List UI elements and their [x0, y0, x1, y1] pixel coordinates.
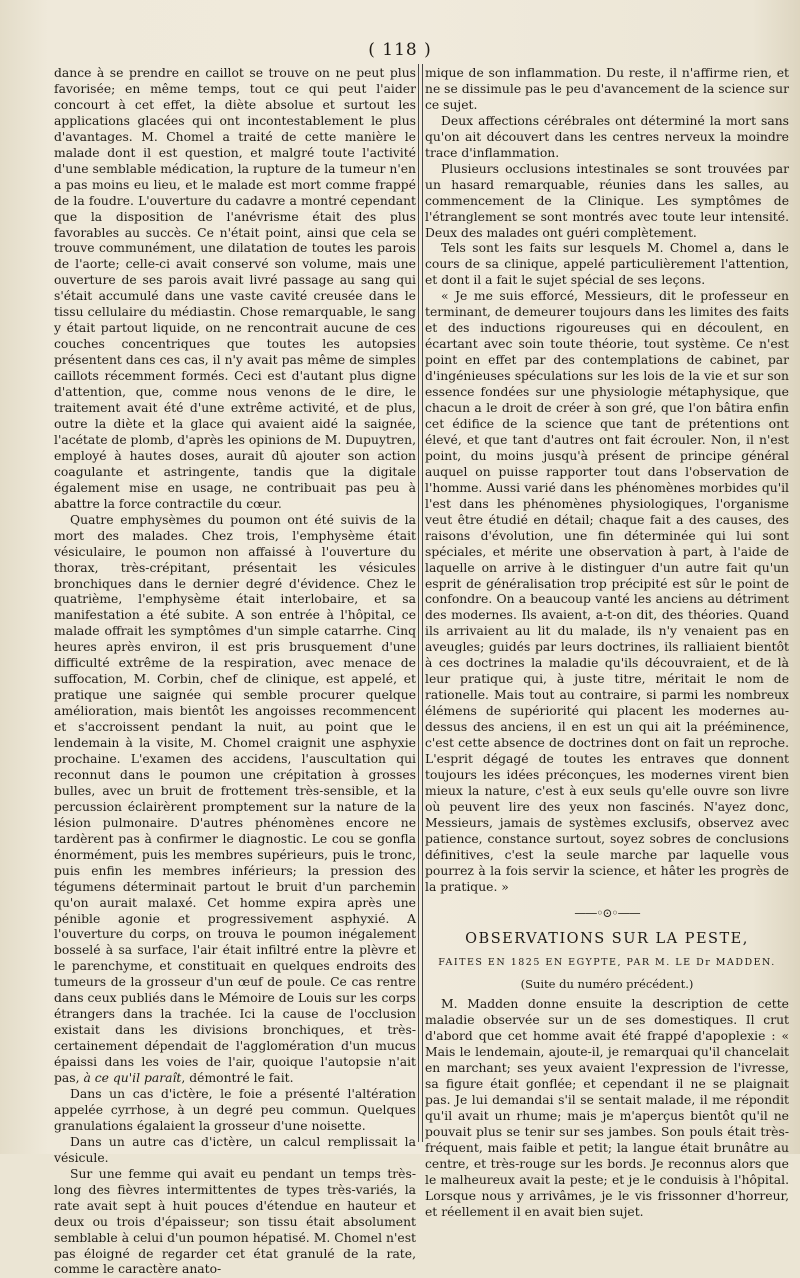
paragraph: Dans un autre cas d'ictère, un calcul remplissait la vésicule. [54, 1134, 416, 1165]
paragraph: M. Madden donne ensuite la description de cette maladie observée sur un de ses domestiques. Il crut d'abord que cet homme avait été frappé d'apoplexie : « Mais le lendemain, ajoute-il, je remarquai qu'il chancelait en marchant; ses yeux avaient l'expression de l'ivresse, sa figure était gonflée; et cependant il ne se plaignait pas. Je lui demandai s'il se sentait malade, il me répondit qu'il avait un rhume; mais je m'aperçus bientôt qu'il ne pouvait plus se tenir sur ses jambes. Son pouls était très-fréquent, mais faible et petit; la langue était brunâtre au centre, et très-rouge sur les bords. Je reconnus alors que le malheureux avait la peste; et je le conduisis à l'hôpital. Lorsque nous y arrivâmes, je le vis frissonner d'horreur, et réellement il en avait bien sujet. [425, 997, 789, 1219]
paragraph: dance à se prendre en caillot se trouve on ne peut plus favorisée; en même temps, tout ce qui peut l'aider concourt à cet effet, la diète absolue et surtout les applications glacées qui ont incontestablement le plus d'avantages. M. Chomel a traité de cette manière le malade dont il est question, et malgré toute l'activité d'une semblable médication, la rupture de la tumeur n'en a pas moins eu lieu, et le malade est mort comme frappé de la foudre. L'ouverture du cadavre a montré cependant que la disposition de l'anévrisme était des plus favorables au succès. Ce n'était point, ainsi que cela se trouve communément, une dilatation de toutes les parois de l'aorte; celle-ci avait conservé son volume, mais une ouverture de ses parois avait livré passage au sang qui s'était accumulé dans une vaste cavité creusée dans le tissu cellulaire du médiastin. Chose remarquable, le sang y était partout liquide, on ne rencontrait aucune de ces couches concentriques que toutes les autopsies présentent dans ces cas, il n'y avait pas même de simples caillots récemment formés. Ceci est d'autant plus digne d'attention, que, comme nous venons de le dire, le traitement avait été d'une extrême activité, et de plus, outre la diète et la glace qui avaient aidé la saignée, l'acétate de plomb, d'après les opinions de M. Dupuytren, employé à hautes doses, aurait dû ajouter son action coagulante et astringente, tandis que la digitale également mise en usage, ne contribuait pas peu à abattre la force contractile du cœur. [54, 66, 416, 511]
paragraph: « Je me suis efforcé, Messieurs, dit le professeur en terminant, de demeurer toujours dans les limites des faits et des inductions rigoureuses qui en découlent, en écartant avec soin toute théorie, tout système. Ce n'est point en effet par des contemplations de cabinet, par d'ingénieuses spéculations sur les lois de la vie et sur son essence fondées sur une physiologie métaphysique, que chacun a le droit de créer à son gré, que l'on bâtira enfin cet édifice de la science que tant de prétentions ont élevé, et que tant d'autres ont fait écrouler. Non, il n'est point, du moins jusqu'à présent de principe général auquel on puisse rapporter tout dans l'observation de l'homme. Aussi varié dans les phénomènes morbides qu'il l'est dans les phénomènes physiologiques, l'organisme veut être étudié en détail; chaque fait a des causes, des raisons d'évolution, une fin déterminée qui lui sont spéciales, et mérite une observation à part, à l'aide de laquelle on arrive à le distinguer d'un autre fait qu'un esprit de généralisation trop précipité est sûr le point de confondre. On a beaucoup vanté les anciens au détriment des modernes. Ils avaient, a-t-on dit, des théories. Quand ils arrivaient au lit du malade, ils n'y venaient pas en aveugles; guidés par leurs doctrines, ils ralliaient bientôt à ces doctrines la maladie qu'ils découvraient, et de là leur pratique qui, à juste titre, méritait le nom de rationelle. Mais tout au contraire, si parmi les nombreux élémens de supériorité qui placent les modernes au-dessus des anciens, il en est un qui ait la prééminence, c'est cette absence de doctrines dont on fait un reproche. L'esprit dégagé de toutes les entraves que donnent toujours les idées préconçues, les modernes virent bien mieux la nature, c'est à eux seuls qu'elle ouvre son livre où peuvent lire des yeux non fascinés. N'ayez donc, Messieurs, jamais de systèmes exclusifs, observez avec patience, constance surtout, soyez sobres de conclusions définitives, c'est la seule marche par laquelle vous pourrez à la fois servir la science, et hâter les progrès de la pratique. » [425, 289, 789, 894]
paragraph: Dans un cas d'ictère, le foie a présenté l'altération appelée cyrrhose, à un degré peu commun. Quelques granulations égalaient la grosseur d'une noisette. [54, 1087, 416, 1133]
paragraph: Sur une femme qui avait eu pendant un temps très-long des fièvres intermittentes de types très-variés, la rate avait sept à huit pouces d'étendue en hauteur et deux ou trois d'épaisseur; son tissu était absolument semblable à celui d'un poumon hépatisé. M. Chomel n'est pas éloigné de regarder cet état granulé de la rate, comme le caractère anato- [54, 1166, 416, 1277]
page-number: ( 118 ) [368, 40, 432, 60]
paragraph: Deux affections cérébrales ont déterminé la mort sans qu'on ait découvert dans les centres nerveux la moindre trace d'inflammation. [425, 113, 789, 160]
section-subtitle: FAITES EN 1825 EN EGYPTE, PAR M. LE Dr MADDEN. [438, 957, 776, 969]
section-title: OBSERVATIONS SUR LA PESTE, [465, 930, 749, 947]
paragraph: Tels sont les faits sur lesquels M. Chomel a, dans le cours de sa clinique, appelé particulièrement l'attention, et dont il a fait le sujet spécial de ses leçons. [425, 241, 789, 288]
italic-phrase: à ce qu'il paraît [83, 1071, 182, 1086]
ornament-separator: ——◦⊙◦—— [574, 905, 640, 920]
paragraph: mique de son inflammation. Du reste, il n'affirme rien, et ne se dissimule pas le peu d'avancement de la science sur ce sujet. [425, 66, 789, 112]
paragraph-text: Quatre emphysèmes du poumon ont été suivis de la mort des malades. Chez trois, l'emphysème était vésiculaire, le poumon non affaissé à l'ouverture du thorax, très-crépitant, présentait les vésicules bronchiques dans le dernier degré d'évidence. Chez le quatrième, l'emphysème était interlobaire, et sa manifestation a été subite. A son entrée à l'hôpital, ce malade offrait les symptômes d'un simple catarrhe. Cinq heures après environ, il est pris brusquement d'une difficulté extrême de la respiration, avec menace de suffocation, M. Corbin, chef de clinique, est appelé, et pratique une saignée qui semble procurer quelque amélioration, mais bientôt les angoisses recommencent et s'accroissent pendant la nuit, au point que le lendemain à la visite, M. Chomel craignit une asphyxie prochaine. L'examen des accidens, l'auscultation qui reconnut dans le poumon une crépitation à grosses bulles, avec un bruit de frottement très-sensible, et la percussion éclairèrent promptement sur la nature de la lésion pulmonaire. D'autres phénomènes encore ne tardèrent pas à confirmer le diagnostic. Le cou se gonfla énormément, puis les membres supérieurs, puis le tronc, puis enfin les membres inférieurs; la pression des tégumens déterminait partout le bruit d'un parchemin qu'on aurait malaxé. Cet homme expira après une pénible agonie et progressivement asphyxié. A l'ouverture du corps, on trouva le poumon inégalement bosselé à sa surface, l'air était infiltré entre la plèvre et le parenchyme, et constituait en quelques endroits des tumeurs de la grosseur d'un œuf de poule. Ce cas rentre dans ceux publiés dans le Mémoire de Louis sur les corps étrangers dans la trachée. Ici la cause de l'occlusion existait dans les divisions bronchiques, et très-certainement dépendait de l'agglomération d'un mucus épaissi dans les voies de l'air, quoique l'autopsie n'ait pas, [54, 512, 416, 1086]
left-column [54, 66, 416, 1278]
right-column [425, 66, 789, 1221]
section-note: (Suite du numéro précédent.) [520, 977, 694, 992]
paragraph: Plusieurs occlusions intestinales se sont trouvées par un hasard remarquable, réunies dans les salles, au commencement de la Clinique. Les symptômes de l'étranglement se sont montrés avec toute leur intensité. Deux des malades ont guéri complètement. [425, 161, 789, 240]
paragraph-tail: , démontré le fait. [181, 1071, 294, 1086]
column-divider [418, 64, 423, 1142]
paragraph [54, 513, 416, 1087]
